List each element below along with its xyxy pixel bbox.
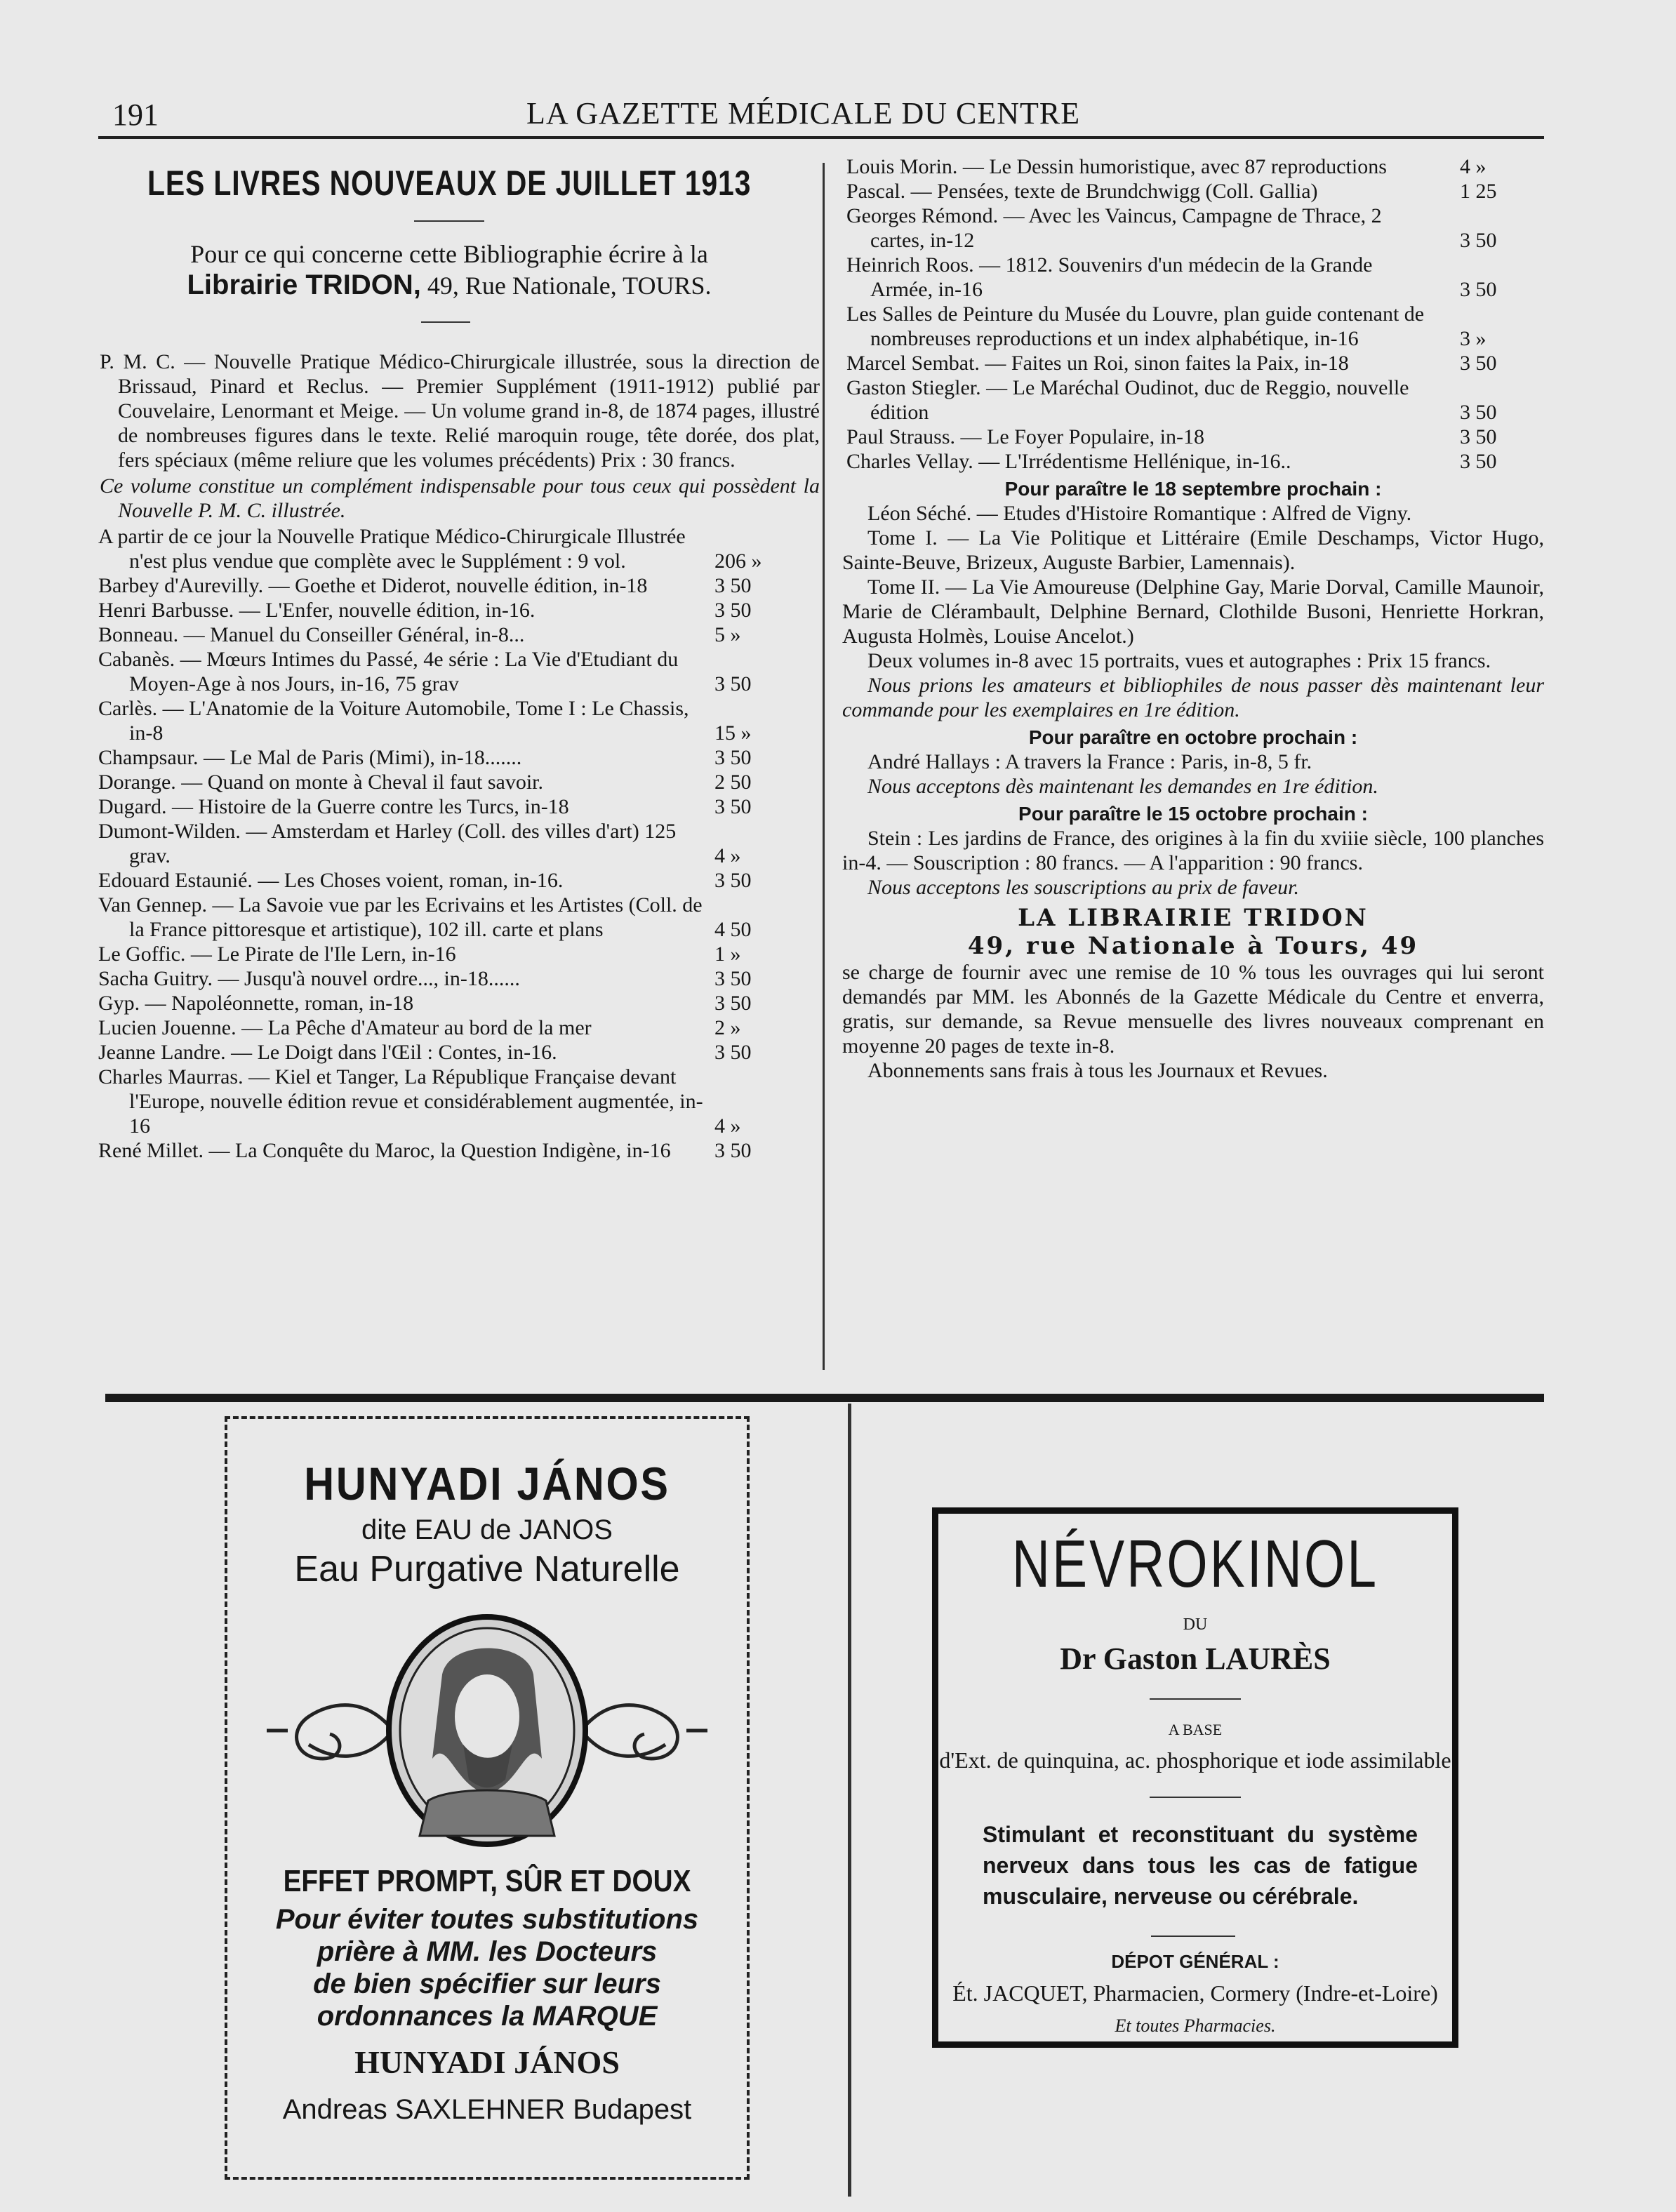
book-title: Carlès. — L'Anatomie de la Voiture Automobile, Tome I : Le Chassis, in-8: [98, 697, 689, 745]
book-title: René Millet. — La Conquête du Maroc, la Question Indigène, in-16: [98, 1139, 671, 1162]
nevrokinol-pharmacies: Et toutes Pharmacies.: [1115, 2016, 1276, 2036]
volumes-note: Deux volumes in-8 avec 15 portraits, vues et autographes : Prix 15 francs.: [867, 649, 1491, 672]
nevrokinol-depot: DÉPOT GÉNÉRAL :: [1111, 1951, 1279, 1972]
book-title: Gaston Stiegler. — Le Maréchal Oudinot, duc de Reggio, nouvelle édition: [846, 376, 1409, 424]
nevrokinol-title: NÉVROKINOL: [1011, 1526, 1379, 1601]
book-entry: [90, 991, 820, 1015]
book-title: Heinrich Roos. — 1812. Souvenirs d'un médecin de la Grande Armée, in-16: [846, 253, 1373, 301]
medallion-ornament-right: [581, 1705, 707, 1759]
hunyadi-eau: Eau Purgative Naturelle: [294, 1549, 680, 1590]
book-entry: [90, 794, 820, 819]
intro-line1: Pour ce qui concerne cette Bibliographie écrire à la: [190, 240, 708, 268]
book-title: Barbey d'Aurevilly. — Goethe et Diderot, nouvelle édition, in-18: [98, 574, 648, 597]
book-price: 3 50: [714, 1139, 752, 1162]
book-title: Henri Barbusse. — L'Enfer, nouvelle édition, in-16.: [98, 599, 536, 622]
book-title: Charles Vellay. — L'Irrédentisme Hellénique, in-16..: [846, 450, 1291, 473]
portrait-medallion: [267, 1611, 707, 1850]
book-price: 3 50: [714, 869, 752, 892]
book-title: Jeanne Landre. — Le Doigt dans l'Œil : Contes, in-16.: [98, 1041, 557, 1064]
book-entry: [842, 179, 1544, 204]
nevrokinol-address: Ét. JACQUET, Pharmacien, Cormery (Indre-et-Loire): [952, 1980, 1438, 2006]
tome2-entry: Tome II. — La Vie Amoureuse (Delphine Gay, Marie Dorval, Camille Maunoir, Marie de Clérambault, Delphine Bernard, Clothilde Busoni, Henriette Horkran, Augusta Holmès, Louise Ancelot.): [842, 575, 1544, 648]
right-column: [842, 154, 1544, 1083]
book-title: Dugard. — Histoire de la Guerre contre les Turcs, in-18: [98, 795, 569, 818]
book-title: Georges Rémond. — Avec les Vaincus, Campagne de Thrace, 2 cartes, in-12: [846, 204, 1382, 252]
nevrokinol-stimulant: Stimulant et reconstituant du système nerveux dans tous les cas de fatigue musculaire, nerveuse ou cérébrale.: [983, 1822, 1418, 1909]
book-price: 2 »: [714, 1016, 741, 1039]
intro: [84, 239, 814, 301]
book-price: 1 25: [1460, 180, 1497, 203]
journal-title: LA GAZETTE MÉDICALE DU CENTRE: [526, 96, 1081, 131]
hunyadi-notice-line4: ordonnances la MARQUE: [317, 2001, 658, 2032]
book-title: A partir de ce jour la Nouvelle Pratique Médico-Chirurgicale Illustrée n'est plus vendue que complète avec le Supplément : 9 vol.: [98, 525, 686, 573]
pmc-note: Ce volume constitue un complément indispensable pour tous ceux qui possèdent la Nouvelle P. M. C. illustrée.: [100, 474, 820, 522]
book-entry: [90, 524, 820, 573]
edition-note: Nous acceptons dès maintenant les demandes en 1re édition.: [867, 775, 1378, 798]
book-entry: [90, 1015, 820, 1040]
october-heading: Pour paraître en octobre prochain :: [1028, 726, 1358, 748]
header-rule: [98, 136, 1544, 139]
book-entry: [90, 745, 820, 770]
book-entry: [842, 253, 1544, 302]
hunyadi-effect: EFFET PROMPT, SÛR ET DOUX: [283, 1864, 691, 1898]
hunyadi-notice-line3: de bien spécifier sur leurs: [313, 1968, 661, 1999]
page-number: 191: [112, 98, 159, 132]
book-entry: [90, 1040, 820, 1065]
book-entry: [90, 966, 820, 991]
book-title: Paul Strauss. — Le Foyer Populaire, in-18: [846, 425, 1204, 448]
nevrokinol-doctor: Dr Gaston LAURÈS: [1060, 1641, 1331, 1676]
book-price: 3 50: [714, 574, 752, 597]
book-price: 4 »: [1460, 155, 1487, 178]
book-price: 3 50: [714, 599, 752, 622]
nevrokinol-rule-3: [1151, 1936, 1235, 1937]
hunyadi-subtitle: dite EAU de JANOS: [361, 1514, 613, 1545]
book-price: 3 »: [1460, 327, 1487, 350]
book-price: 4 »: [714, 1114, 741, 1138]
book-title: Dorange. — Quand on monte à Cheval il faut savoir.: [98, 771, 544, 794]
book-entry: [90, 598, 820, 622]
book-title: Les Salles de Peinture du Musée du Louvre, plan guide contenant de nombreuses reproductions et un index alphabétique, in-16: [846, 302, 1425, 350]
book-price: 3 50: [1460, 278, 1497, 301]
book-price: 3 50: [714, 672, 752, 695]
book-title: Dumont-Wilden. — Amsterdam et Harley (Coll. des villes d'art) 125 grav.: [98, 820, 677, 867]
subscriptions-free: Abonnements sans frais à tous les Journaux et Revues.: [867, 1059, 1328, 1082]
hunyadi-maker: Andreas SAXLEHNER Budapest: [282, 2094, 692, 2125]
book-title: Edouard Estaunié. — Les Choses voient, roman, in-16.: [98, 869, 564, 892]
ads-divider: [848, 1404, 851, 2197]
nevrokinol-du: DU: [1183, 1615, 1208, 1634]
book-price: 3 50: [1460, 450, 1497, 473]
section-title: LES LIVRES NOUVEAUX DE JUILLET 1913: [147, 164, 752, 203]
book-price: 2 50: [714, 771, 752, 794]
intro-line2: 49, Rue Nationale, TOURS.: [427, 272, 712, 300]
bibliophiles-note: Nous prions les amateurs et bibliophiles de nous passer dès maintenant leur commande pour les exemplaires en 1re édition.: [842, 674, 1544, 721]
ads-rule: [105, 1394, 1544, 1402]
hunyadi-notice-line2: prière à MM. les Docteurs: [317, 1936, 658, 1967]
book-title: Marcel Sembat. — Faites un Roi, sinon faites la Paix, in-18: [846, 352, 1349, 375]
book-title: Van Gennep. — La Savoie vue par les Ecrivains et les Artistes (Coll. de la France pittoresque et artistique), 102 ill. carte et plans: [98, 893, 703, 941]
book-price: 3 50: [1460, 401, 1497, 424]
october15-heading: Pour paraître le 15 octobre prochain :: [1018, 803, 1368, 825]
book-price: 15 »: [714, 721, 752, 745]
book-price: 3 50: [1460, 229, 1497, 252]
nevrokinol-rule-1: [1150, 1698, 1241, 1700]
left-entries-list: [90, 524, 820, 1163]
medallion-ornament-left: [267, 1705, 393, 1759]
book-title: Champsaur. — Le Mal de Paris (Mimi), in-18.......: [98, 746, 522, 769]
book-title: Cabanès. — Mœurs Intimes du Passé, 4e série : La Vie d'Etudiant du Moyen-Age à nos Jours, in-16, 75 grav: [98, 648, 679, 695]
book-entry: [90, 622, 820, 647]
book-price: 3 50: [1460, 352, 1497, 375]
book-entry: [842, 375, 1544, 425]
nevrokinol-base: A BASE: [1168, 1721, 1223, 1738]
nevrokinol-composition: d'Ext. de quinquina, ac. phosphorique et iode assimilable: [939, 1747, 1451, 1773]
book-title: Sacha Guitry. — Jusqu'à nouvel ordre..., in-18......: [98, 967, 520, 990]
stein-entry: Stein : Les jardins de France, des origines à la fin du xviiie siècle, 100 planches in-4. — Souscription : 80 francs. — A l'apparition : 90 francs.: [842, 827, 1544, 874]
book-entry: [842, 204, 1544, 253]
book-price: 3 50: [714, 992, 752, 1015]
librairie-name: Librairie TRIDON,: [187, 269, 421, 300]
book-title: Bonneau. — Manuel du Conseiller Général, in-8...: [98, 623, 525, 646]
book-entry: [842, 425, 1544, 449]
book-entry: [90, 1138, 820, 1163]
book-entry: [90, 770, 820, 794]
book-title: Gyp. — Napoléonnette, roman, in-18: [98, 992, 414, 1015]
nevrokinol-rule-2: [1150, 1797, 1241, 1798]
book-price: 1 »: [714, 942, 741, 966]
tridon-address: 49, rue Nationale à Tours, 49: [967, 932, 1419, 960]
book-price: 3 50: [1460, 425, 1497, 448]
column-divider: [823, 163, 825, 1370]
book-title: Lucien Jouenne. — La Pêche d'Amateur au bord de la mer: [98, 1016, 592, 1039]
pmc-paragraph: P. M. C. — Nouvelle Pratique Médico-Chirurgicale illustrée, sous la direction de Brissaud, Pinard et Reclus. — Premier Supplément (1911-1912) publié par Couvelaire, Lenormant et Meige. — Un volume grand in-8, de 1874 pages, illustré de nombreuses figures dans le texte. Relié maroquin rouge, tête dorée, dos plat, fers spéciaux (même reliure que les volumes précédents) Prix : 30 francs.: [100, 350, 820, 472]
book-price: 3 50: [714, 967, 752, 990]
book-title: Louis Morin. — Le Dessin humoristique, avec 87 reproductions: [846, 155, 1387, 178]
subscription-note: Nous acceptons les souscriptions au prix de faveur.: [867, 876, 1299, 899]
tridon-heading: LA LIBRAIRIE TRIDON: [1018, 904, 1369, 932]
book-title: Pascal. — Pensées, texte de Brundchwigg (Coll. Gallia): [846, 180, 1318, 203]
book-entry: [90, 942, 820, 966]
book-entry: [90, 868, 820, 893]
book-price: 3 50: [714, 1041, 752, 1064]
book-entry: [90, 696, 820, 745]
seche-entry: Léon Séché. — Etudes d'Histoire Romantique : Alfred de Vigny.: [867, 502, 1412, 525]
book-entry: [90, 573, 820, 598]
book-entry: [90, 893, 820, 942]
book-entry: [842, 154, 1544, 179]
tome1-entry: Tome I. — La Vie Politique et Littéraire (Emile Deschamps, Victor Hugo, Sainte-Beuve, Brizeux, Auguste Barbier, Lamennais).: [842, 526, 1544, 574]
hunyadi-notice: [225, 1903, 750, 2032]
book-price: 4 50: [714, 918, 752, 941]
book-entry: [90, 647, 820, 696]
book-title: Charles Maurras. — Kiel et Tanger, La République Française devant l'Europe, nouvelle édition revue et considérablement augmentée, in-16: [98, 1065, 703, 1138]
intro-rule: [421, 321, 470, 323]
left-column: [90, 349, 820, 1163]
september-heading: Pour paraître le 18 septembre prochain :: [1004, 478, 1382, 500]
book-price: 4 »: [714, 844, 741, 867]
book-entry: [842, 449, 1544, 474]
right-entries-list: [842, 154, 1544, 474]
book-entry: [842, 351, 1544, 375]
book-entry: [90, 819, 820, 868]
book-price: 206 »: [714, 549, 762, 573]
hunyadi-title: HUNYADI JÁNOS: [304, 1458, 670, 1510]
hunyadi-notice-line1: Pour éviter toutes substitutions: [275, 1904, 699, 1935]
book-price: 3 50: [714, 746, 752, 769]
hallays-entry: André Hallays : A travers la France : Paris, in-8, 5 fr.: [867, 750, 1312, 773]
book-entry: [90, 1065, 820, 1138]
book-title: Le Goffic. — Le Pirate de l'Ile Lern, in-16: [98, 942, 456, 966]
book-price: 5 »: [714, 623, 741, 646]
hunyadi-brand: HUNYADI JÁNOS: [354, 2044, 620, 2080]
book-price: 3 50: [714, 795, 752, 818]
tridon-text: se charge de fournir avec une remise de 10 % tous les ouvrages qui lui seront demandés par MM. les Abonnés de la Gazette Médicale du Centre et enverra, gratis, sur demande, sa Revue mensuelle des livres nouveaux comprenant en moyenne 20 pages de texte in-8.: [842, 961, 1544, 1058]
book-entry: [842, 302, 1544, 351]
title-rule: [414, 220, 484, 222]
